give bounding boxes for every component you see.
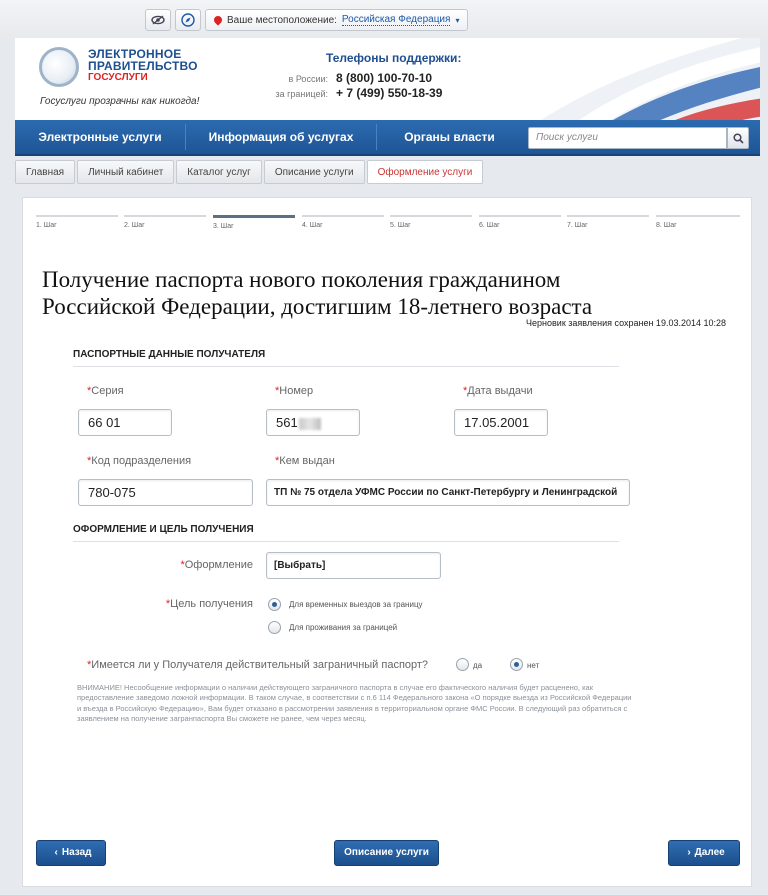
step-label: 5. Шаг <box>390 222 411 229</box>
gosuslugi-logo[interactable] <box>39 47 79 87</box>
purpose-temporary-label: Для временных выездов за границу <box>289 600 423 609</box>
service-description-button[interactable]: Описание услуги <box>334 840 439 866</box>
location-label: Ваше местоположение: <box>227 14 337 26</box>
main-nav <box>15 120 760 156</box>
breadcrumb-description[interactable]: Описание услуги <box>264 160 365 184</box>
purpose-residence-radio[interactable] <box>268 621 281 634</box>
issued-by-label: *Кем выдан <box>275 455 335 467</box>
registration-select[interactable]: [Выбрать] <box>266 552 441 579</box>
step-7 <box>567 215 649 235</box>
location-selector[interactable] <box>205 9 468 31</box>
section-passport-data: ПАСПОРТНЫЕ ДАННЫЕ ПОЛУЧАТЕЛЯ <box>73 349 266 360</box>
search-icon <box>733 133 744 144</box>
warning-text: ВНИМАНИЕ! Несообщение информации о наличии действующего заграничного паспорта в случае его фактического наличия будет расценено, как предоставление заведомо ложной информации. В таком случае, в соответствии с п.6 114 Федерального закона «О порядке выезда из Российской Федерации и въезда в Российскую Федерацию», Вам будет отказано в рассмотрении заявления в территориальном органе ФМС России. В следующий раз обратиться с заявлением на получение загранпаспорта Вы сможете не ранее, чем через месяц. <box>77 683 632 724</box>
nav-electronic-services[interactable]: Электронные услуги <box>38 130 162 144</box>
has-passport-no-radio[interactable] <box>510 658 523 671</box>
nav-service-info[interactable]: Информация об услугах <box>208 130 354 144</box>
step-1 <box>36 215 118 235</box>
purpose-label: *Цель получения <box>165 598 253 610</box>
step-label: 8. Шаг <box>656 222 677 229</box>
compass-icon[interactable] <box>175 9 201 31</box>
division-code-label: *Код подразделения <box>87 455 192 467</box>
step-label: 6. Шаг <box>479 222 500 229</box>
step-label: 2. Шаг <box>124 222 145 229</box>
nav-authorities[interactable]: Органы власти <box>404 130 495 144</box>
series-field[interactable]: 66 01 <box>78 409 172 436</box>
draft-saved-note: Черновик заявления сохранен 19.03.2014 10:28 <box>526 318 726 328</box>
step-6 <box>479 215 561 235</box>
step-5 <box>390 215 472 235</box>
chevron-right-icon: › <box>687 847 691 858</box>
breadcrumb-catalog[interactable]: Каталог услуг <box>176 160 262 184</box>
flag-decoration <box>420 38 760 120</box>
back-button[interactable]: ‹ Назад <box>36 840 106 866</box>
next-button[interactable]: › Далее <box>668 840 740 866</box>
phone-russia-number: 8 (800) 100-70-10 <box>336 71 433 85</box>
breadcrumb <box>15 160 485 184</box>
section-divider <box>73 541 619 542</box>
purpose-temporary-radio[interactable] <box>268 598 281 611</box>
phone-abroad-number: + 7 (499) 550-18-39 <box>336 86 443 100</box>
chevron-left-icon: ‹ <box>54 847 58 858</box>
phone-abroad <box>260 86 442 100</box>
site-header <box>15 38 760 120</box>
has-passport-no-label: нет <box>527 661 540 670</box>
blurred-digits <box>299 418 321 430</box>
section-registration-purpose: ОФОРМЛЕНИЕ И ЦЕЛЬ ПОЛУЧЕНИЯ <box>73 524 254 535</box>
step-label: 7. Шаг <box>567 222 588 229</box>
page-title <box>42 266 742 320</box>
breadcrumb-current: Оформление услуги <box>367 160 484 184</box>
search-input[interactable]: Поиск услуги <box>528 127 727 149</box>
breadcrumb-home[interactable]: Главная <box>15 160 75 184</box>
chevron-down-icon: ▾ <box>455 15 460 25</box>
step-label: 4. Шаг <box>302 222 323 229</box>
breadcrumb-account[interactable]: Личный кабинет <box>77 160 174 184</box>
support-phones-title: Телефоны поддержки: <box>326 51 462 65</box>
eye-icon[interactable] <box>145 9 171 31</box>
form-panel <box>22 197 752 887</box>
phone-russia <box>260 71 432 85</box>
number-value: 561 <box>276 415 298 430</box>
logo-text-1: ЭЛЕКТРОННОЕ <box>88 47 182 61</box>
step-label: 3. Шаг <box>213 223 234 230</box>
purpose-residence-label: Для проживания за границей <box>289 623 398 632</box>
step-label: 1. Шаг <box>36 222 57 229</box>
step-3 <box>213 215 295 235</box>
phone-abroad-label: за границей: <box>275 89 328 99</box>
step-2 <box>124 215 206 235</box>
location-value[interactable]: Российская Федерация <box>341 14 451 25</box>
top-toolbar <box>145 9 468 33</box>
has-passport-yes-label: да <box>473 661 483 670</box>
number-label: *Номер <box>275 385 314 397</box>
page-title-line-1: Получение паспорта нового поколения гражданином <box>42 267 561 292</box>
search-button[interactable] <box>727 127 749 149</box>
has-passport-yes-radio[interactable] <box>456 658 469 671</box>
step-4 <box>302 215 384 235</box>
slogan: Госуслуги прозрачны как никогда! <box>40 96 200 107</box>
phone-russia-label: в России: <box>288 74 328 84</box>
page-title-line-2: Российской Федерации, достигшим 18-летнего возраста <box>42 294 593 319</box>
issued-by-field[interactable]: ТП № 75 отдела УФМС России по Санкт-Петербургу и Ленинградской <box>266 479 630 506</box>
logo-text-2: ПРАВИТЕЛЬСТВО <box>88 59 198 73</box>
issue-date-field[interactable]: 17.05.2001 <box>454 409 548 436</box>
registration-label: *Оформление <box>180 559 253 571</box>
division-code-field[interactable]: 780-075 <box>78 479 253 506</box>
section-divider <box>73 366 619 367</box>
number-field[interactable] <box>266 409 360 436</box>
step-8 <box>656 215 740 235</box>
location-pin-icon <box>212 14 223 25</box>
step-progress <box>36 215 740 235</box>
logo-text-3: ГОСУСЛУГИ <box>88 72 148 83</box>
issue-date-label: *Дата выдачи <box>463 385 533 397</box>
series-label: *Серия <box>87 385 124 397</box>
has-passport-label: *Имеется ли у Получателя действительный заграничный паспорт? <box>87 659 429 671</box>
